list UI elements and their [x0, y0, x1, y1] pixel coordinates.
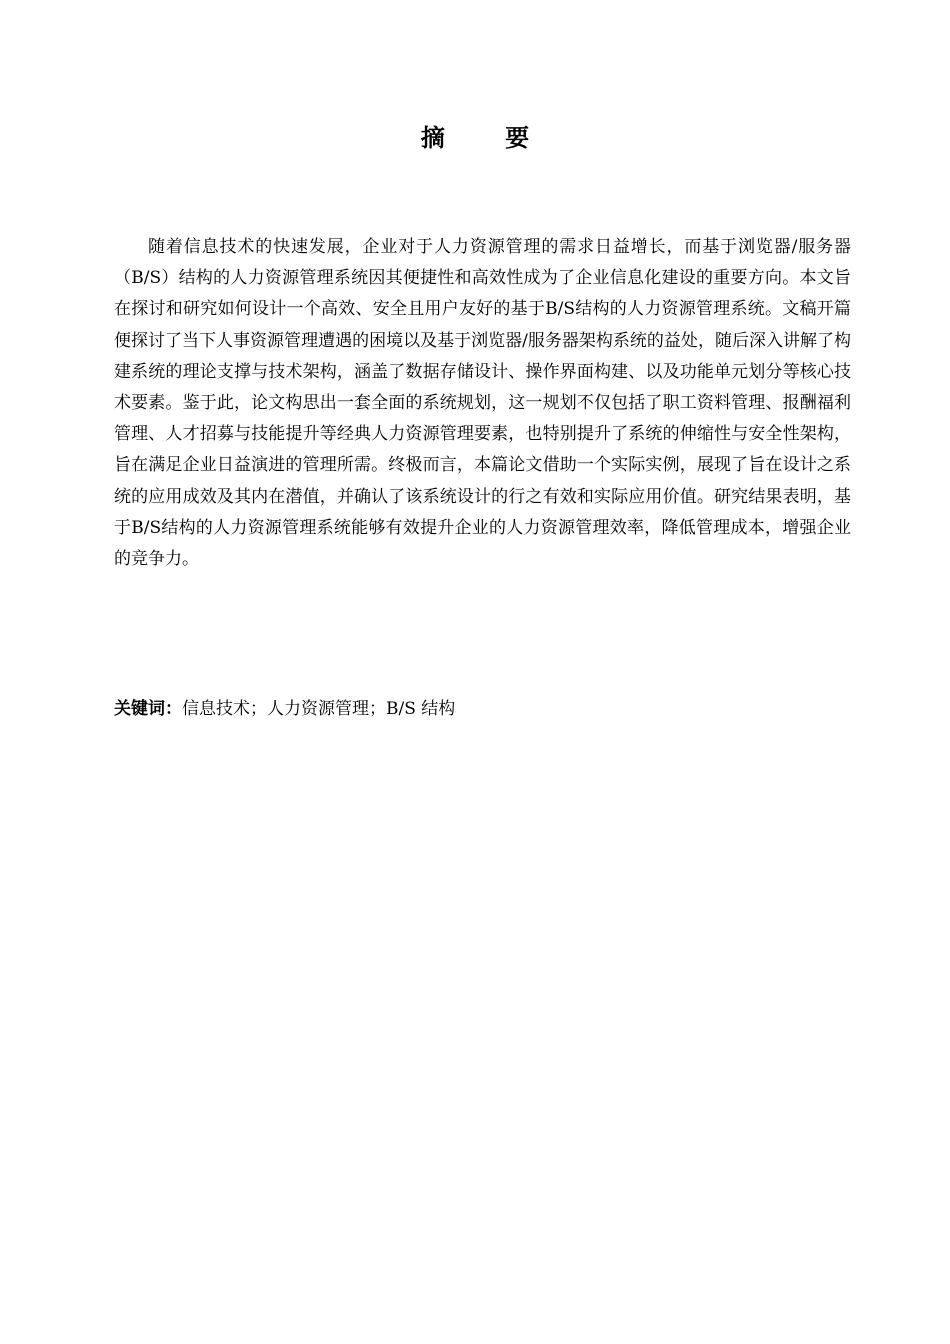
abstract-paragraph: 随着信息技术的快速发展，企业对于人力资源管理的需求日益增长，而基于浏览器/服务器（B/S）结构的人力资源管理系统因其便捷性和高效性成为了企业信息化建设的重要方向。本文旨在探讨和研究如何设计一个高效、安全且用户友好的基于B/S结构的人力资源管理系统。文稿开篇便探讨了当下人事资源管理遭遇的困境以及基于浏览器/服务器架构系统的益处，随后深入讲解了构建系统的理论支撑与技术架构，涵盖了数据存储设计、操作界面构建、以及功能单元划分等核心技术要素。鉴于此，论文构思出一套全面的系统规划，这一规划不仅包括了职工资料管理、报酬福利管理、人才招募与技能提升等经典人力资源管理要素，也特别提升了系统的伸缩性与安全性架构，旨在满足企业日益演进的管理所需。终极而言，本篇论文借助一个实际实例，展现了旨在设计之系统的应用成效及其内在潜值，并确认了该系统设计的行之有效和实际应用价值。研究结果表明，基于B/S结构的人力资源管理系统能够有效提升企业的人力资源管理效率，降低管理成本，增强企业的竞争力。 — [114, 237, 851, 570]
keywords-label: 关键词： — [114, 699, 182, 719]
page-title: 摘 要 — [420, 123, 556, 152]
keywords-line — [114, 694, 851, 724]
keywords-value: 信息技术；人力资源管理；B/S 结构 — [182, 699, 456, 719]
